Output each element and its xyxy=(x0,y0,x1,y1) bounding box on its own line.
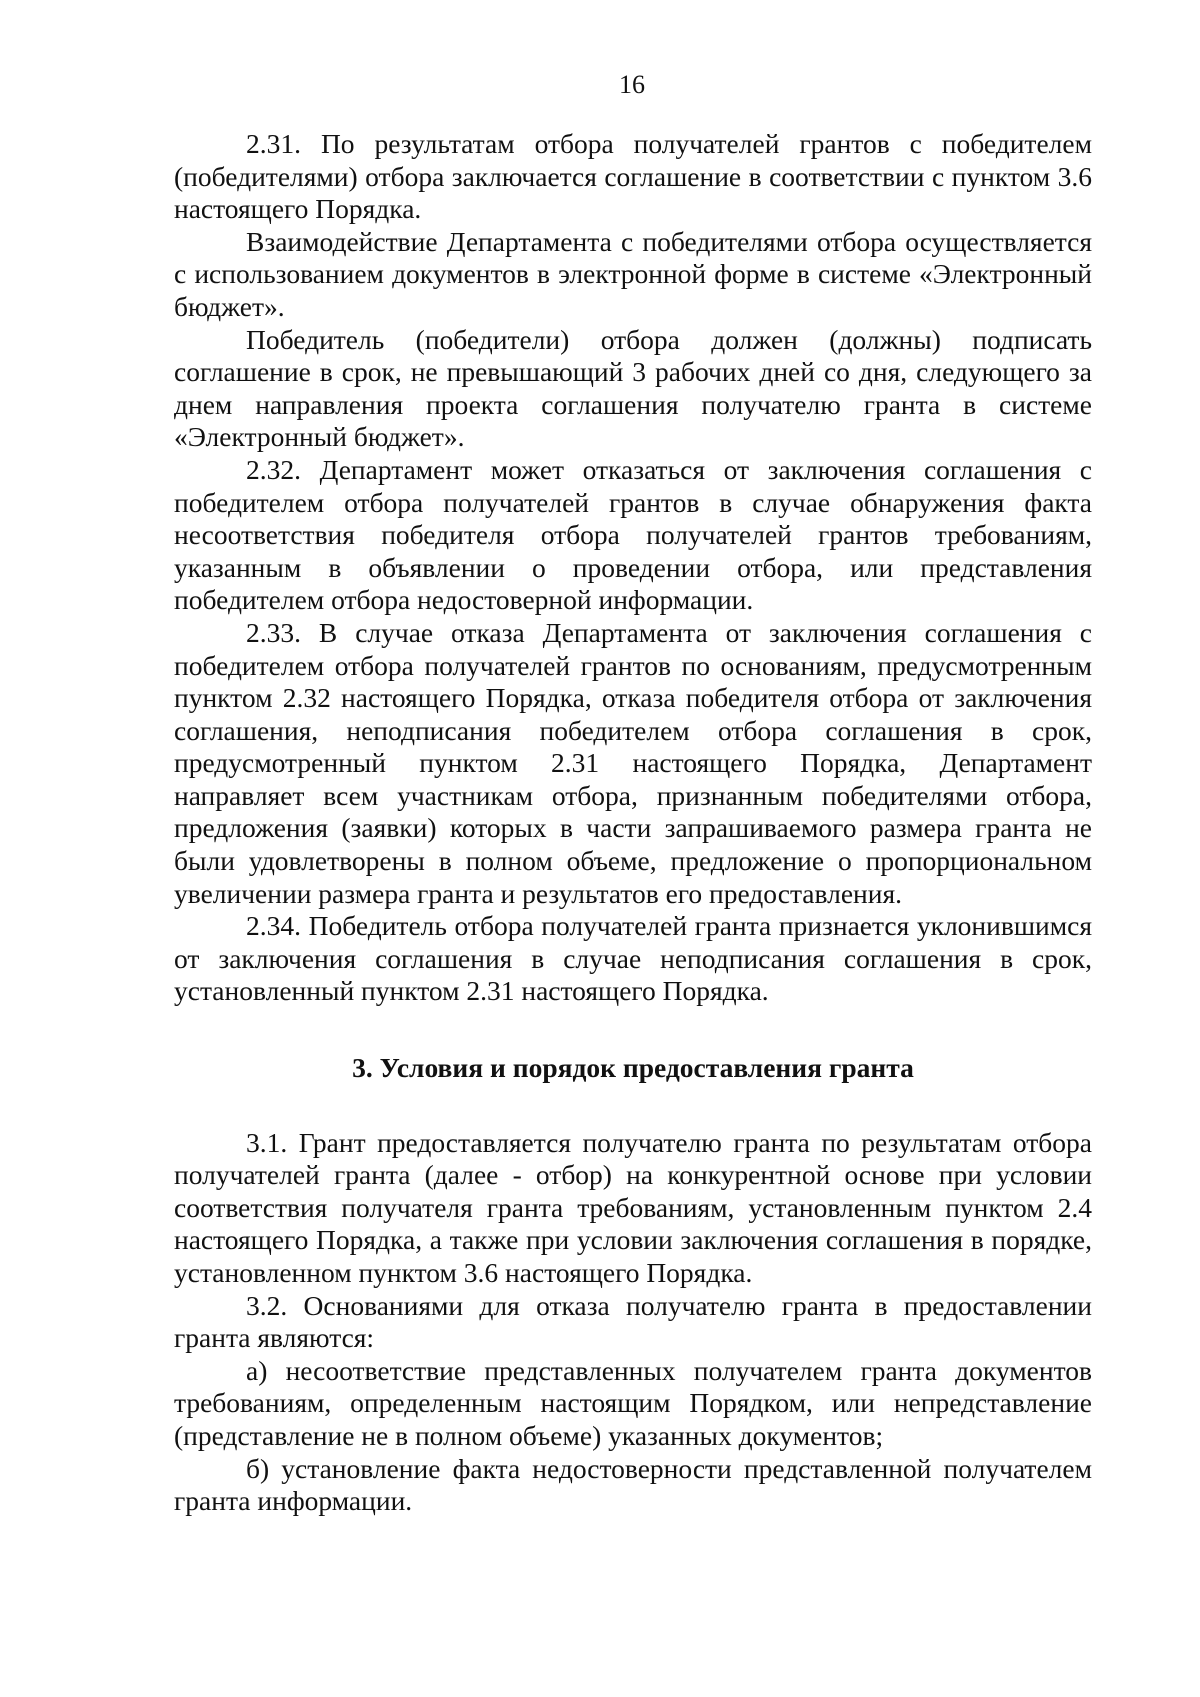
paragraph-2-34: 2.34. Победитель отбора получателей гранта признается уклонившимся от заключения соглашения в случае неподписания соглашения в срок, установленный пунктом 2.31 настоящего Порядка. xyxy=(174,910,1092,1007)
paragraph-2-32: 2.32. Департамент может отказаться от заключения соглашения с победителем отбора получателей грантов в случае обнаружения факта несоответствия победителя отбора получателей грантов требованиям, указанным в объявлении о проведении отбора, или представления победителем отбора недостоверной информации. xyxy=(174,453,1092,616)
paragraph-interaction: Взаимодействие Департамента с победителями отбора осуществляется с использованием документов в электронной форме в системе «Электронный бюджет». xyxy=(174,225,1092,322)
paragraph-3-2: 3.2. Основаниями для отказа получателю гранта в предоставлении гранта являются: xyxy=(174,1289,1092,1354)
document-body xyxy=(174,128,1092,1518)
paragraph-item-a: а) несоответствие представленных получателем гранта документов требованиям, определенным настоящим Порядком, или непредставление (представление не в полном объеме) указанных документов; xyxy=(174,1354,1092,1451)
paragraph-item-b: б) установление факта недостоверности представленной получателем гранта информации. xyxy=(174,1452,1092,1517)
section-heading: 3. Условия и порядок предоставления гранта xyxy=(352,1052,914,1084)
page-number: 16 xyxy=(619,70,645,99)
paragraph-3-1: 3.1. Грант предоставляется получателю гранта по результатам отбора получателей гранта (далее - отбор) на конкурентной основе при условии соответствия получателя гранта требованиям, установленным пунктом 2.4 настоящего Порядка, а также при условии заключения соглашения в порядке, установленном пунктом 3.6 настоящего Порядка. xyxy=(174,1126,1092,1288)
paragraph-2-33: 2.33. В случае отказа Департамента от заключения соглашения с победителем отбора получателей грантов по основаниям, предусмотренным пунктом 2.32 настоящего Порядка, отказа победителя отбора от заключения соглашения, неподписания победителем отбора соглашения в срок, предусмотренный пунктом 2.31 настоящего Порядка, Департамент направляет всем участникам отбора, признанным победителями отбора, предложения (заявки) которых в части запрашиваемого размера гранта не были удовлетворены в полном объеме, предложение о пропорциональном увеличении размера гранта и результатов его предоставления. xyxy=(174,616,1092,909)
paragraph-2-31: 2.31. По результатам отбора получателей грантов с победителем (победителями) отбора заключается соглашение в соответствии с пунктом 3.6 настоящего Порядка. xyxy=(174,128,1092,225)
paragraph-signing-deadline: Победитель (победители) отбора должен (должны) подписать соглашение в срок, не превышающий 3 рабочих дней со дня, следующего за днем направления проекта соглашения получателю гранта в системе «Электронный бюджет». xyxy=(174,323,1092,453)
